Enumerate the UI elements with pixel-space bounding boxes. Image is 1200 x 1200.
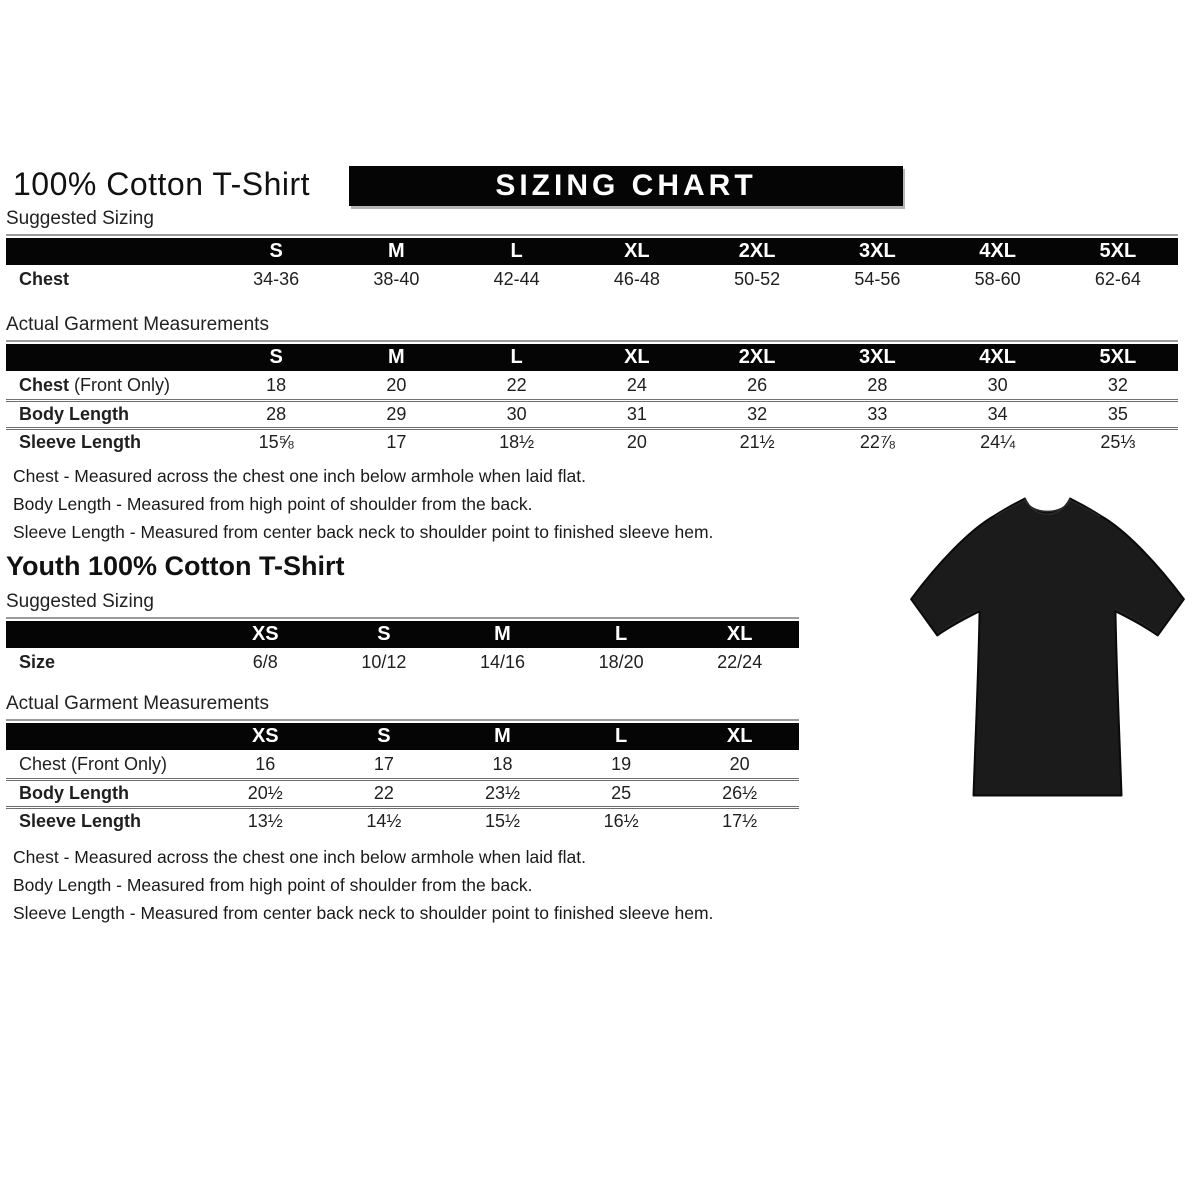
size-header-cell: 2XL: [738, 240, 776, 262]
size-header-cell: S: [269, 240, 283, 262]
value-cell: 6/8: [252, 651, 278, 672]
note-line: Sleeve Length - Measured from center back neck to shoulder point to finished sleeve hem.: [13, 903, 714, 923]
size-header-cell: M: [494, 623, 511, 645]
value-cell: 20½: [247, 783, 283, 803]
value-cell: 34: [987, 404, 1008, 424]
value-cell: 31: [626, 404, 647, 424]
youth-section-title: Youth 100% Cotton T-Shirt: [6, 551, 345, 581]
table-row: [6, 648, 799, 676]
value-cell: 35: [1107, 404, 1128, 424]
value-cell: 30: [987, 374, 1008, 395]
value-cell: 18½: [499, 432, 535, 452]
value-cell: 23½: [484, 783, 521, 803]
black-tshirt-photo: [893, 470, 1200, 820]
page-title: 100% Cotton T-Shirt: [13, 166, 311, 202]
row-label: Sleeve Length: [19, 432, 142, 452]
size-header-cell: S: [377, 725, 391, 747]
value-cell: 38-40: [373, 268, 420, 289]
value-cell: 17: [373, 753, 394, 774]
value-cell: 22⅞: [859, 432, 895, 452]
value-cell: 28: [867, 374, 888, 395]
value-cell: 18: [266, 374, 287, 395]
value-cell: 22/24: [717, 651, 763, 672]
value-cell: 22: [373, 783, 394, 803]
table-row: [6, 371, 1178, 399]
value-cell: 42-44: [493, 268, 540, 289]
table-row: [6, 265, 1178, 293]
value-cell: 24¼: [980, 432, 1016, 452]
value-cell: 30: [506, 404, 527, 424]
youth-suggested-sizing-table: [6, 591, 799, 676]
adult-measurement-notes: [13, 462, 873, 546]
value-cell: 20: [386, 374, 407, 395]
section-label: Actual Garment Measurements: [6, 314, 269, 335]
youth-actual-measurements-table: [6, 693, 799, 834]
row-label: Chest (Front Only): [19, 753, 168, 774]
value-cell: 18/20: [598, 651, 644, 672]
value-cell: 14½: [366, 811, 402, 831]
value-cell: 16½: [603, 811, 639, 831]
value-cell: 24: [626, 374, 647, 395]
value-cell: 22: [506, 374, 527, 395]
row-label: Body Length: [19, 404, 129, 424]
size-header-cell: 4XL: [979, 240, 1016, 262]
adult-suggested-sizing-table: [6, 208, 1178, 293]
note-line: Chest - Measured across the chest one inch below armhole when laid flat.: [13, 466, 586, 486]
value-cell: 20: [626, 432, 647, 452]
value-cell: 21½: [739, 432, 775, 452]
table-top-rule: [6, 617, 799, 619]
value-cell: 62-64: [1094, 268, 1141, 289]
size-header-cell: S: [269, 346, 283, 368]
size-header-cell: L: [614, 623, 628, 645]
value-cell: 19: [611, 753, 632, 774]
size-header-cell: XL: [624, 346, 650, 368]
value-cell: 18: [492, 753, 513, 774]
value-cell: 17½: [722, 811, 758, 831]
size-header-cell: 3XL: [859, 240, 896, 262]
value-cell: 54-56: [854, 268, 901, 289]
table-top-rule: [6, 719, 799, 721]
sizing-chart-banner: SIZING CHART: [349, 166, 903, 206]
value-cell: 14/16: [479, 651, 526, 672]
size-header-cell: M: [494, 725, 511, 747]
value-cell: 28: [266, 404, 287, 424]
value-cell: 15½: [484, 811, 521, 831]
tshirt-body: [911, 499, 1184, 796]
value-cell: 50-52: [734, 268, 781, 289]
note-line: Body Length - Measured from high point of shoulder from the back.: [13, 494, 533, 514]
section-label: Actual Garment Measurements: [6, 693, 269, 714]
table-row: [6, 399, 1178, 427]
size-header-cell: XS: [251, 623, 279, 645]
adult-actual-measurements-table: [6, 314, 1178, 455]
value-cell: 26½: [722, 783, 758, 803]
row-label: Chest (Front Only): [19, 374, 171, 395]
value-cell: 25: [611, 783, 632, 803]
table-row: [6, 806, 799, 834]
table-row: [6, 778, 799, 806]
tshirt-image: [893, 470, 1200, 820]
value-cell: 16: [255, 753, 276, 774]
size-header-cell: L: [614, 725, 628, 747]
size-header-cell: 2XL: [738, 346, 776, 368]
note-line: Body Length - Measured from high point of shoulder from the back.: [13, 875, 533, 895]
note-line: Sleeve Length - Measured from center back neck to shoulder point to finished sleeve hem.: [13, 522, 714, 542]
value-cell: 32: [1107, 374, 1128, 395]
value-cell: 29: [386, 404, 407, 424]
size-header-bar: [6, 723, 799, 750]
row-label: Chest: [19, 268, 70, 289]
value-cell: 26: [747, 374, 768, 395]
section-label: Suggested Sizing: [6, 208, 154, 229]
row-label: Sleeve Length: [19, 811, 142, 831]
value-cell: 34-36: [253, 268, 300, 289]
youth-measurement-notes: [13, 843, 873, 927]
value-cell: 17: [386, 432, 407, 452]
value-cell: 46-48: [613, 268, 660, 289]
size-header-bar: [6, 621, 799, 648]
table-row: [6, 427, 1178, 455]
row-label: Size: [19, 651, 56, 672]
table-top-rule: [6, 340, 1178, 342]
section-label: Suggested Sizing: [6, 591, 154, 612]
value-cell: 20: [729, 753, 750, 774]
value-cell: 33: [867, 404, 888, 424]
note-line: Chest - Measured across the chest one inch below armhole when laid flat.: [13, 847, 586, 867]
value-cell: 10/12: [361, 651, 407, 672]
size-header-cell: 4XL: [979, 346, 1016, 368]
size-header-cell: XL: [726, 623, 753, 645]
size-header-cell: S: [377, 623, 391, 645]
size-header-bar: [6, 238, 1178, 265]
size-header-cell: 3XL: [859, 346, 896, 368]
size-header-cell: L: [510, 240, 523, 262]
value-cell: 32: [747, 404, 768, 424]
size-header-cell: XL: [726, 725, 753, 747]
size-header-bar: [6, 344, 1178, 371]
value-cell: 15⅝: [258, 432, 294, 452]
table-top-rule: [6, 234, 1178, 236]
size-header-cell: L: [510, 346, 523, 368]
size-header-cell: XL: [624, 240, 650, 262]
row-label: Body Length: [19, 783, 129, 803]
size-header-cell: XS: [251, 725, 279, 747]
value-cell: 25⅓: [1100, 432, 1136, 452]
value-cell: 58-60: [974, 268, 1021, 289]
size-header-cell: 5XL: [1099, 346, 1137, 368]
size-header-cell: 5XL: [1099, 240, 1137, 262]
size-header-cell: M: [388, 240, 405, 262]
size-header-cell: M: [388, 346, 405, 368]
value-cell: 13½: [247, 811, 283, 831]
table-row: [6, 750, 799, 778]
